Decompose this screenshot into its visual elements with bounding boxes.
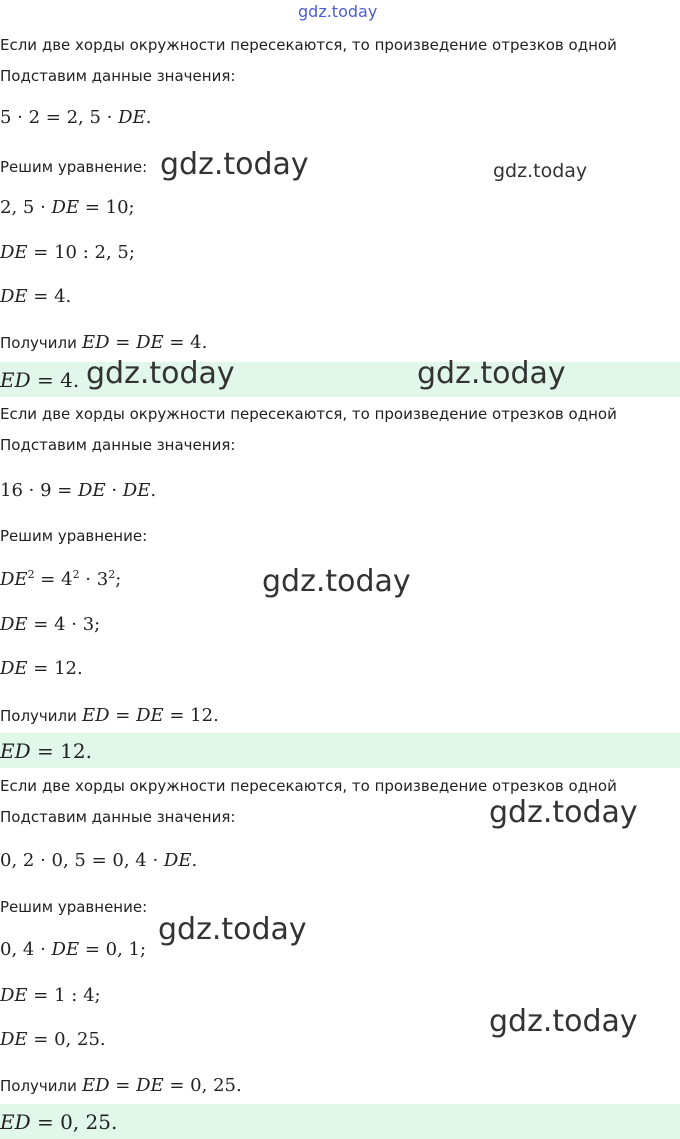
- watermark-3: gdz.today: [86, 356, 235, 391]
- substitute-label-2: Подставим данные значения:: [0, 436, 236, 454]
- equation-step-2-3: DE = 12.: [0, 658, 83, 679]
- answer-bar-2: [0, 733, 680, 768]
- watermark-4: gdz.today: [417, 356, 566, 391]
- watermark-7: gdz.today: [158, 912, 307, 947]
- equation-step-3-1: 0, 4 · DE = 0, 1;: [0, 939, 147, 960]
- answer-1: ED = 4.: [0, 368, 80, 392]
- equation-step-2-1: $DE^2 = 4^2 \cdot 3^2$;: [0, 568, 122, 590]
- result-line-2: Получили ED = DE = 12.: [0, 705, 219, 726]
- watermark-1: gdz.today: [160, 147, 309, 182]
- equation-step-3-3: DE = 0, 25.: [0, 1029, 106, 1050]
- watermark-6: gdz.today: [489, 795, 638, 830]
- solve-label-2: Решим уравнение:: [0, 527, 148, 545]
- substitute-label-1: Подставим данные значения:: [0, 67, 236, 85]
- watermark-5: gdz.today: [262, 564, 411, 599]
- equation-step-1-1: 2, 5 · DE = 10;: [0, 197, 135, 218]
- watermark-8: gdz.today: [489, 1004, 638, 1039]
- equation-step-3-2: DE = 1 : 4;: [0, 985, 101, 1006]
- rule-text-3: Если две хорды окружности пересекаются, то произведение отрезков одной: [0, 777, 617, 795]
- result-line-3: Получили ED = DE = 0, 25.: [0, 1075, 242, 1096]
- substitute-label-3: Подставим данные значения:: [0, 808, 236, 826]
- solve-label-3: Решим уравнение:: [0, 898, 148, 916]
- equation-given-2: 16 · 9 = DE · DE.: [0, 480, 157, 501]
- equation-step-2-2: DE = 4 · 3;: [0, 614, 101, 635]
- equation-given-3: 0, 2 · 0, 5 = 0, 4 · DE.: [0, 850, 198, 871]
- answer-3: ED = 0, 25.: [0, 1110, 118, 1134]
- watermark-2: gdz.today: [493, 160, 588, 182]
- watermark-top: gdz.today: [298, 2, 378, 21]
- result-line-1: Получили ED = DE = 4.: [0, 332, 208, 353]
- rule-text-1: Если две хорды окружности пересекаются, то произведение отрезков одной: [0, 36, 617, 54]
- equation-given-1: 5 · 2 = 2, 5 · DE.: [0, 107, 152, 128]
- rule-text-2: Если две хорды окружности пересекаются, то произведение отрезков одной: [0, 405, 617, 423]
- equation-step-1-3: DE = 4.: [0, 286, 72, 307]
- solve-label-1: Решим уравнение:: [0, 158, 148, 176]
- equation-step-1-2: DE = 10 : 2, 5;: [0, 242, 135, 263]
- answer-2: ED = 12.: [0, 739, 92, 763]
